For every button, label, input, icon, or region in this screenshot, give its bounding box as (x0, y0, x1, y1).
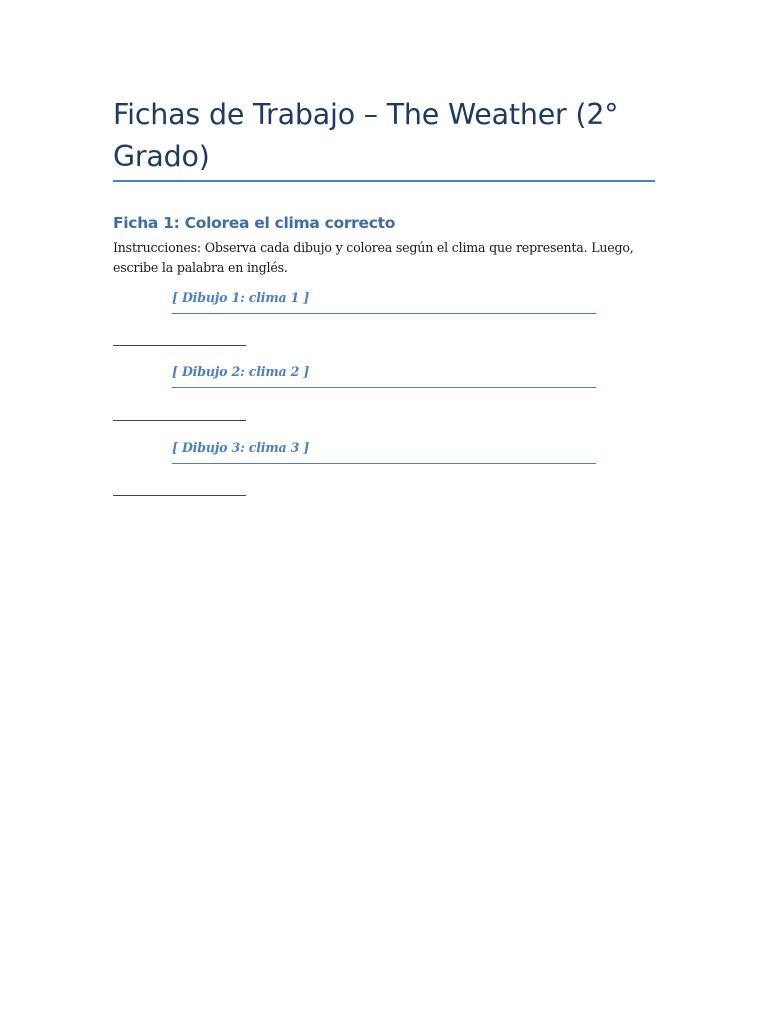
title-underline-divider (113, 180, 655, 182)
drawing-label-1: [ Dibujo 1: clima 1 ] (172, 290, 310, 305)
drawing-placeholder-2 (172, 363, 596, 388)
instructions-text: Instrucciones: Observa cada dibujo y colorea según el clima que representa. Luego, escribe la palabra en inglés. (113, 240, 634, 275)
drawing-placeholder-3 (172, 439, 596, 464)
drawing-placeholder-1 (172, 289, 596, 314)
answer-line-2 (113, 420, 246, 421)
drawing-label-3: [ Dibujo 3: clima 3 ] (172, 440, 310, 455)
document-title: Fichas de Trabajo – The Weather (2° Grado) (113, 98, 619, 173)
drawing-label-2: [ Dibujo 2: clima 2 ] (172, 364, 310, 379)
answer-line-3 (113, 495, 246, 496)
section-heading: Ficha 1: Colorea el clima correcto (113, 214, 396, 232)
answer-line-1 (113, 345, 246, 346)
